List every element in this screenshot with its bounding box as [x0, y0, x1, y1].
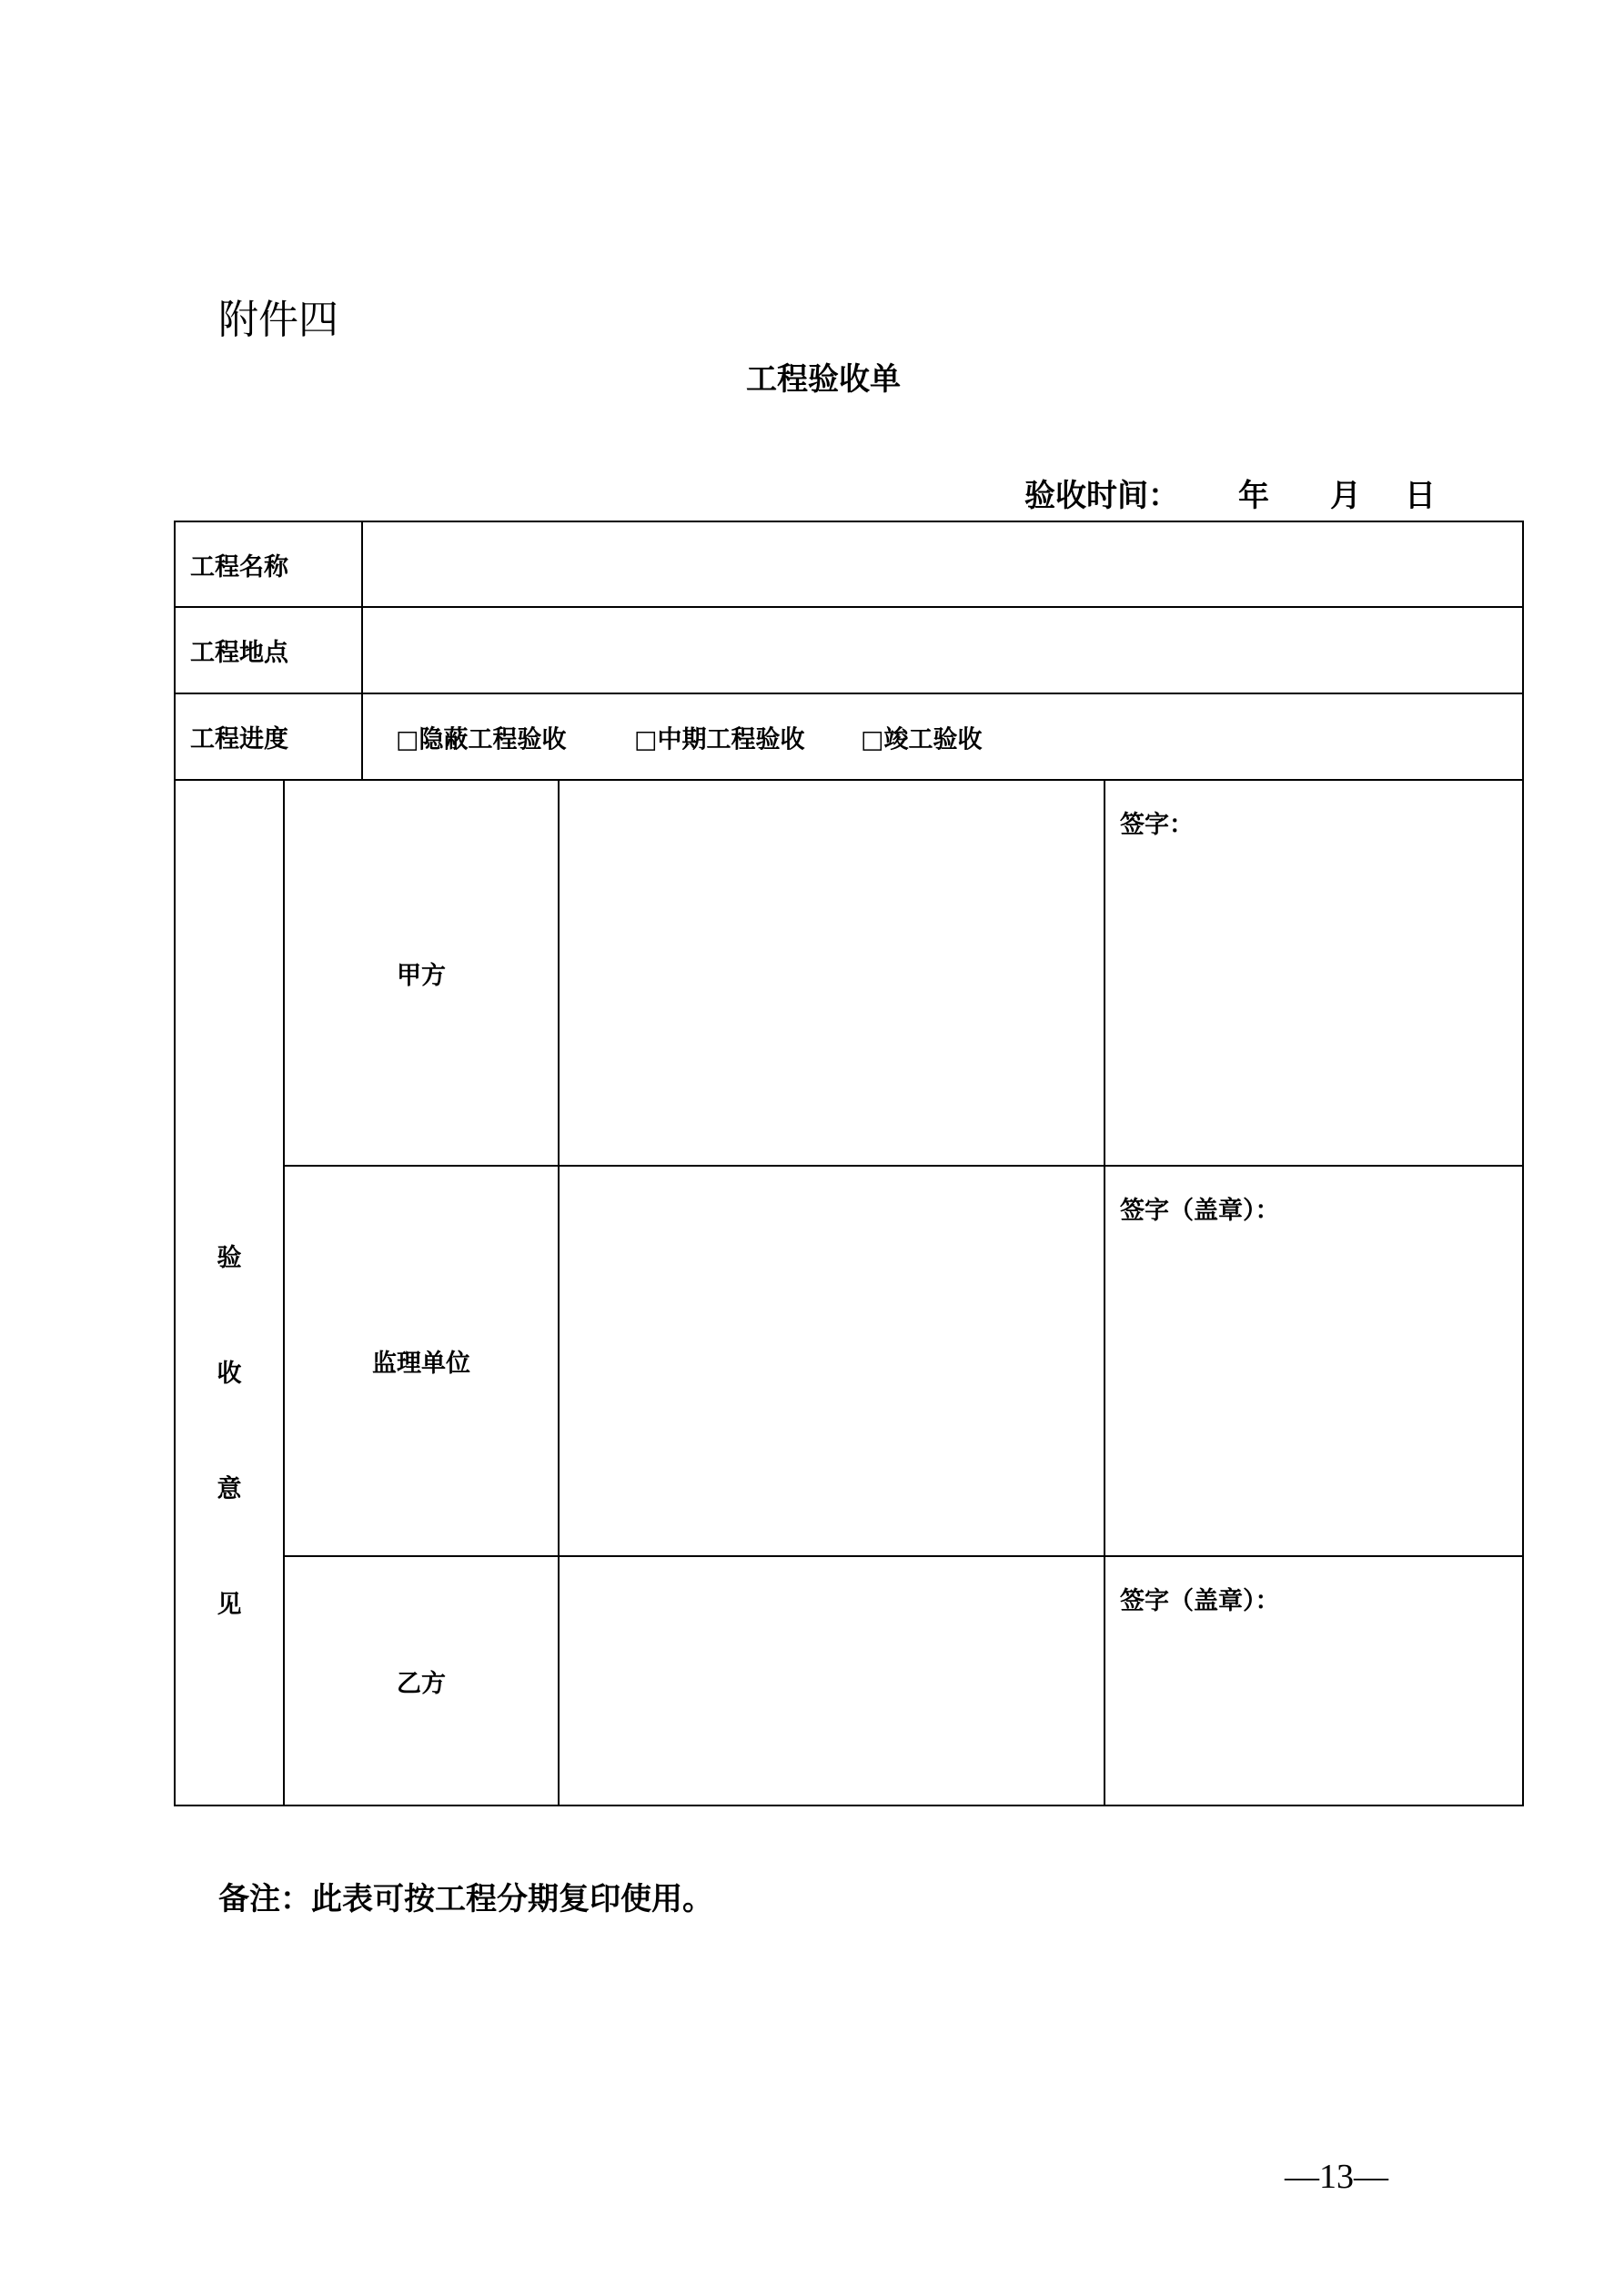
project-name-field[interactable]: [362, 521, 1523, 607]
party-contractor-opinion-field[interactable]: [559, 1556, 1105, 1805]
acceptance-opinion-label: [175, 780, 284, 1805]
party-supervisor-opinion-field[interactable]: [559, 1166, 1105, 1556]
option-interim-works[interactable]: □中期工程验收: [634, 725, 805, 754]
project-progress-options: [362, 693, 1523, 780]
opinion-char: 验: [217, 1243, 242, 1272]
opinion-char: 意: [217, 1474, 242, 1503]
attachment-label: 附件四: [218, 297, 338, 343]
project-name-label: 工程名称: [175, 521, 362, 607]
project-progress-label: 工程进度: [175, 693, 362, 780]
project-location-field[interactable]: [362, 607, 1523, 693]
project-name-row: [175, 521, 1523, 607]
opinion-char: 见: [217, 1590, 242, 1619]
remark-note: 备注：此表可按工程分期复印使用。: [218, 1881, 713, 1917]
month-label: 月: [1330, 478, 1361, 514]
option-completion[interactable]: □竣工验收: [861, 725, 983, 754]
party-owner-signature[interactable]: 签字：: [1105, 780, 1523, 1166]
acceptance-date-label: 验收时间：: [1024, 478, 1179, 514]
project-location-row: [175, 607, 1523, 693]
year-label: 年: [1238, 478, 1269, 514]
opinion-char: 收: [217, 1359, 242, 1388]
party-supervisor-signature[interactable]: 签字（盖章）：: [1105, 1166, 1523, 1556]
party-row-contractor: [175, 1556, 1523, 1805]
party-contractor-label: 乙方: [284, 1556, 559, 1805]
option-concealed-works[interactable]: □隐蔽工程验收: [396, 725, 567, 754]
document-title: 工程验收单: [746, 361, 901, 398]
acceptance-form-table: [174, 521, 1524, 1806]
party-owner-label: 甲方: [284, 780, 559, 1166]
page-number: —13—: [1285, 2158, 1388, 2196]
party-row-supervisor: [175, 1166, 1523, 1556]
day-label: 日: [1405, 478, 1436, 514]
project-location-label: 工程地点: [175, 607, 362, 693]
party-supervisor-label: 监理单位: [284, 1166, 559, 1556]
party-row-owner: [175, 780, 1523, 1166]
party-contractor-signature[interactable]: 签字（盖章）：: [1105, 1556, 1523, 1805]
project-progress-row: [175, 693, 1523, 780]
party-owner-opinion-field[interactable]: [559, 780, 1105, 1166]
